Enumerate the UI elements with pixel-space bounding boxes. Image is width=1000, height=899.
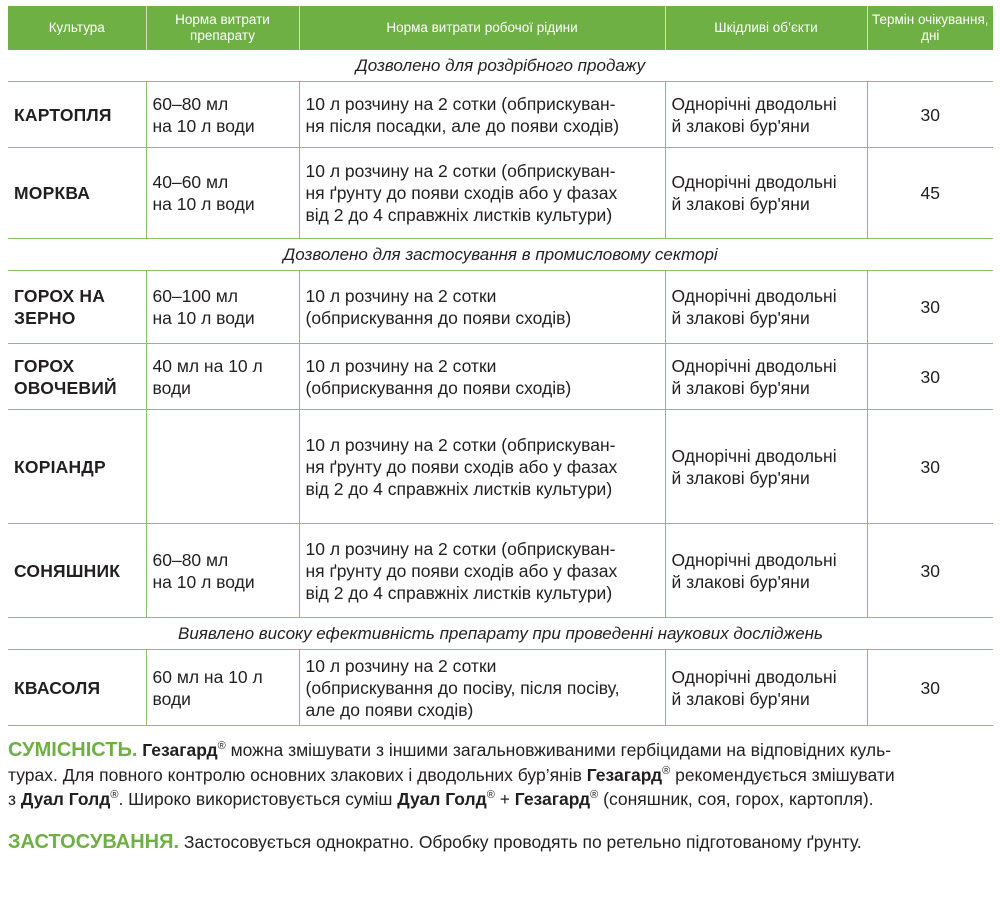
registered-mark: ® bbox=[662, 764, 671, 777]
pests-cell bbox=[665, 524, 867, 618]
liquid-line: ня ґрунту до появи сходів або у фазах bbox=[305, 183, 618, 203]
liquid-cell bbox=[299, 650, 665, 726]
liquid-line: від 2 до 4 справжніх листків культури) bbox=[305, 478, 613, 499]
liquid-line: ня ґрунту до появи сходів або у фазах bbox=[305, 560, 618, 581]
term-cell: 30 bbox=[867, 650, 993, 726]
pests-line: й злакові бур'яни bbox=[671, 688, 810, 709]
registered-mark: ® bbox=[590, 789, 599, 802]
crop-line: ЗЕРНО bbox=[14, 308, 76, 328]
rate-line: 40 мл на 10 л bbox=[152, 355, 263, 376]
liquid-line: 10 л розчину на 2 сотки (обприскуван- bbox=[305, 93, 616, 114]
paragraph-text: . Широко використовується суміш bbox=[118, 789, 398, 809]
paragraph-text: турах. Для повного контролю основних злакових і дводольних бур’янів bbox=[8, 764, 587, 785]
liquid-line: але до появи сходів) bbox=[305, 699, 474, 720]
liquid-line: (обприскування до посіву, після посіву, bbox=[305, 677, 620, 698]
rate-line: 60–100 мл bbox=[152, 286, 239, 306]
plus-sign: + bbox=[494, 789, 515, 809]
liquid-line: 10 л розчину на 2 сотки bbox=[305, 355, 497, 376]
liquid-line: (обприскування до появи сходів) bbox=[305, 308, 572, 328]
rate-line: 40–60 мл bbox=[152, 172, 229, 192]
rate-line: води bbox=[152, 377, 191, 398]
paragraph-text: з bbox=[8, 789, 21, 809]
crop-cell: КВАСОЛЯ bbox=[8, 650, 146, 726]
brand-name: Гезагард bbox=[142, 740, 218, 760]
rate-line: на 10 л води bbox=[152, 115, 255, 136]
table-row bbox=[8, 524, 993, 618]
pests-line: й злакові бур'яни bbox=[671, 308, 810, 328]
liquid-line: 10 л розчину на 2 сотки (обприскуван- bbox=[305, 434, 616, 455]
pests-cell bbox=[665, 82, 867, 148]
rate-line: води bbox=[152, 688, 191, 709]
table-header-row bbox=[8, 6, 993, 50]
liquid-cell bbox=[299, 82, 665, 148]
crop-cell: КАРТОПЛЯ bbox=[8, 82, 146, 148]
liquid-cell bbox=[299, 148, 665, 239]
liquid-cell bbox=[299, 271, 665, 344]
crop-cell: СОНЯШНИК bbox=[8, 524, 146, 618]
pests-line: й злакові бур'яни bbox=[671, 115, 810, 136]
rate-cell bbox=[146, 524, 299, 618]
section-title: Дозволено для застосування в промисловому секторі bbox=[8, 239, 993, 271]
term-cell: 30 bbox=[867, 524, 993, 618]
pests-cell bbox=[665, 148, 867, 239]
header-working-liquid-rate: Норма витрати робочої рідини bbox=[299, 6, 665, 50]
compatibility-heading: СУМІСНІСТЬ. bbox=[8, 739, 138, 761]
rate-cell bbox=[146, 650, 299, 726]
liquid-line: ня ґрунту до появи сходів або у фазах bbox=[305, 456, 618, 477]
pests-line: Однорічні дводольні bbox=[671, 355, 837, 376]
table-row bbox=[8, 650, 993, 726]
table-row bbox=[8, 271, 993, 344]
liquid-cell bbox=[299, 344, 665, 410]
usage-paragraph bbox=[8, 830, 993, 855]
brand-name: Дуал Голд bbox=[397, 789, 487, 809]
crop-line: ГОРОХ НА bbox=[14, 286, 106, 306]
liquid-cell bbox=[299, 524, 665, 618]
notes-block bbox=[8, 738, 993, 854]
liquid-line: від 2 до 4 справжніх листків культури) bbox=[305, 205, 613, 225]
paragraph-text: Застосовується однократно. Обробку проводять по ретельно підготованому ґрунту. bbox=[179, 831, 862, 852]
table-row bbox=[8, 148, 993, 239]
liquid-line: 10 л розчину на 2 сотки (обприскуван- bbox=[305, 161, 616, 181]
pests-line: й злакові бур'яни bbox=[671, 467, 810, 488]
paragraph-text: (соняшник, соя, горох, картопля). bbox=[598, 789, 874, 809]
rate-cell bbox=[146, 344, 299, 410]
registered-mark: ® bbox=[217, 740, 226, 753]
rate-line: 60–80 мл bbox=[152, 93, 229, 114]
pests-line: Однорічні дводольні bbox=[671, 286, 837, 306]
rate-line: на 10 л води bbox=[152, 194, 255, 214]
crop-cell: МОРКВА bbox=[8, 148, 146, 239]
crop-line: ГОРОХ bbox=[14, 355, 75, 376]
term-cell: 30 bbox=[867, 82, 993, 148]
table-row bbox=[8, 410, 993, 524]
pests-cell bbox=[665, 271, 867, 344]
liquid-line: від 2 до 4 справжніх листків культури) bbox=[305, 582, 613, 603]
table-row bbox=[8, 344, 993, 410]
section-title: Виявлено високу ефективність препарату при проведенні наукових досліджень bbox=[8, 618, 993, 650]
rate-line: на 10 л води bbox=[152, 571, 255, 592]
brand-name: Гезагард bbox=[586, 764, 663, 785]
section-row bbox=[8, 618, 993, 650]
registered-mark: ® bbox=[486, 789, 495, 802]
liquid-line: 10 л розчину на 2 сотки bbox=[305, 655, 497, 676]
pests-line: Однорічні дводольні bbox=[671, 93, 837, 114]
rate-cell bbox=[146, 410, 299, 524]
rate-cell bbox=[146, 148, 299, 239]
liquid-line: (обприскування до появи сходів) bbox=[305, 377, 572, 398]
pests-line: й злакові бур'яни bbox=[671, 571, 810, 592]
rate-cell bbox=[146, 82, 299, 148]
brand-name: Гезагард bbox=[514, 789, 591, 809]
registered-mark: ® bbox=[110, 789, 119, 802]
rate-line: 60 мл на 10 л bbox=[152, 666, 263, 687]
pests-cell bbox=[665, 344, 867, 410]
liquid-line: 10 л розчину на 2 сотки (обприскуван- bbox=[305, 538, 616, 559]
term-cell: 30 bbox=[867, 271, 993, 344]
pests-line: Однорічні дводольні bbox=[671, 549, 837, 570]
term-cell: 30 bbox=[867, 344, 993, 410]
pests-line: Однорічні дводольні bbox=[671, 172, 837, 192]
liquid-cell bbox=[299, 410, 665, 524]
liquid-line: 10 л розчину на 2 сотки bbox=[305, 286, 497, 306]
header-preparation-rate: Норма витрати препарату bbox=[146, 6, 299, 50]
herbicide-application-table bbox=[8, 6, 993, 726]
pests-cell bbox=[665, 650, 867, 726]
rate-cell bbox=[146, 271, 299, 344]
brand-name: Дуал Голд bbox=[20, 789, 111, 809]
pests-cell bbox=[665, 410, 867, 524]
header-waiting-period: Термін очікування, дні bbox=[867, 6, 993, 50]
header-harmful-objects: Шкідливі об’єкти bbox=[665, 6, 867, 50]
pests-line: Однорічні дводольні bbox=[671, 666, 837, 687]
crop-cell bbox=[8, 344, 146, 410]
paragraph-text: можна змішувати з іншими загальновживаними гербіцидами на відповідних куль- bbox=[225, 740, 892, 760]
section-row bbox=[8, 50, 993, 82]
section-title: Дозволено для роздрібного продажу bbox=[8, 50, 993, 82]
rate-line: 60–80 мл bbox=[152, 549, 229, 570]
pests-line: й злакові бур'яни bbox=[671, 377, 810, 398]
term-cell: 45 bbox=[867, 148, 993, 239]
section-row bbox=[8, 239, 993, 271]
crop-cell bbox=[8, 271, 146, 344]
crop-line: ОВОЧЕВИЙ bbox=[14, 377, 117, 398]
liquid-line: ня після посадки, але до появи сходів) bbox=[305, 115, 620, 136]
pests-line: Однорічні дводольні bbox=[671, 445, 837, 466]
rate-line: на 10 л води bbox=[152, 308, 255, 328]
pests-line: й злакові бур'яни bbox=[671, 194, 810, 214]
compatibility-paragraph bbox=[8, 738, 993, 812]
term-cell: 30 bbox=[867, 410, 993, 524]
crop-cell: КОРІАНДР bbox=[8, 410, 146, 524]
table-row bbox=[8, 82, 993, 148]
paragraph-text: рекомендується змішувати bbox=[670, 764, 895, 785]
usage-heading: ЗАСТОСУВАННЯ. bbox=[8, 830, 180, 853]
header-crop: Культура bbox=[8, 6, 146, 50]
